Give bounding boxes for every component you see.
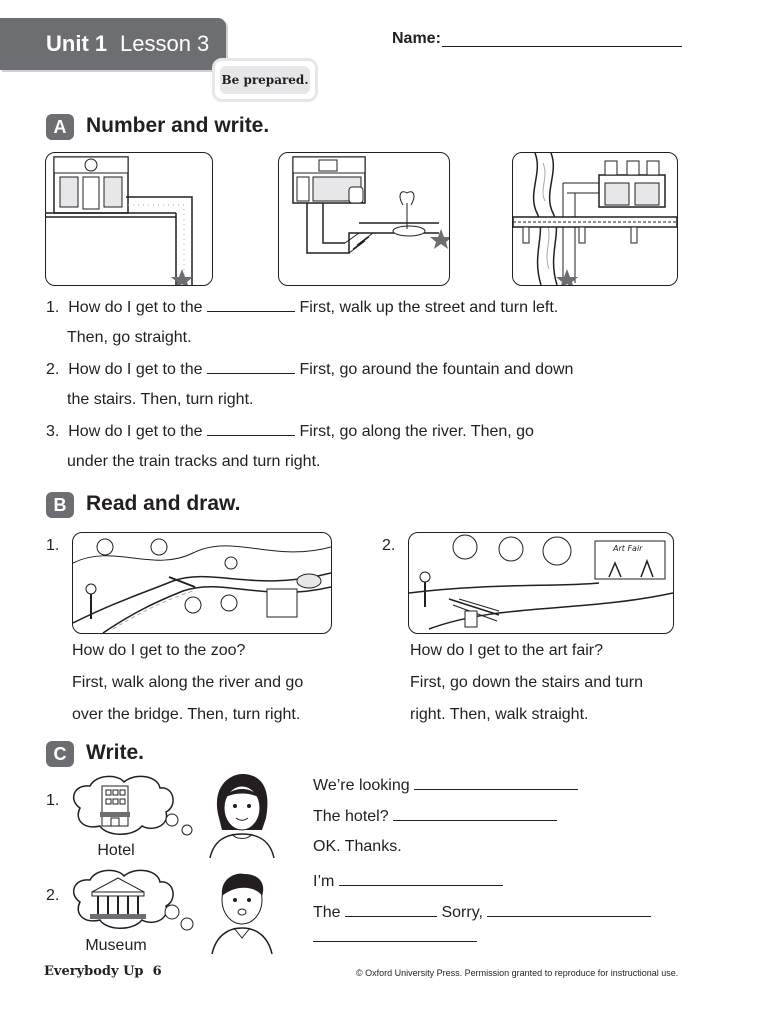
question-b2: How do I get to the art fair? bbox=[410, 642, 603, 659]
be-prepared-badge bbox=[212, 58, 318, 102]
question-a3: 3. How do I get to the First, go along the river. Then, go bbox=[46, 423, 534, 440]
answer-blank-c1-2[interactable] bbox=[393, 806, 557, 821]
shop-river-route-picture bbox=[512, 152, 678, 286]
question-b2-line3: right. Then, walk straight. bbox=[410, 706, 589, 723]
question-a2: 2. How do I get to the First, go around the fountain and down bbox=[46, 361, 574, 378]
question-a3-line2: under the train tracks and turn right. bbox=[67, 453, 321, 470]
be-prepared-text: Be prepared. bbox=[220, 66, 310, 94]
question-a2-line2: the stairs. Then, turn right. bbox=[67, 391, 254, 408]
art-fair-map-picture[interactable] bbox=[408, 532, 674, 634]
name-field[interactable] bbox=[442, 46, 682, 47]
question-a1: 1. How do I get to the First, walk up the street and turn left. bbox=[46, 299, 559, 316]
dialogue-c1-line3: OK. Thanks. bbox=[313, 838, 402, 855]
girl-avatar bbox=[206, 774, 278, 858]
answer-blank-a2[interactable] bbox=[207, 359, 295, 374]
section-c-title: Write. bbox=[86, 741, 144, 764]
section-b-badge: B bbox=[46, 492, 74, 518]
hotel-caption: Hotel bbox=[97, 842, 135, 859]
hotel-thought-bubble bbox=[66, 772, 202, 842]
section-a-badge: A bbox=[46, 114, 74, 140]
item-c2-number: 2. bbox=[46, 887, 60, 904]
boy-avatar bbox=[206, 870, 278, 954]
question-b1-line2: First, walk along the river and go bbox=[72, 674, 304, 691]
answer-blank-c2-4[interactable] bbox=[313, 941, 477, 942]
section-c-badge: C bbox=[46, 741, 74, 767]
art-fair-sign: Art Fair bbox=[613, 544, 643, 553]
footer-brand: Everybody Up 6 bbox=[44, 964, 162, 979]
answer-blank-c1-1[interactable] bbox=[414, 775, 578, 790]
lesson-label: Lesson 3 bbox=[120, 31, 210, 56]
section-a-title: Number and write. bbox=[86, 114, 270, 137]
question-a1-line2: Then, go straight. bbox=[67, 329, 192, 346]
unit-label: Unit 1 bbox=[46, 31, 108, 56]
museum-thought-bubble bbox=[66, 866, 202, 938]
answer-blank-c2-2[interactable] bbox=[345, 902, 437, 917]
answer-blank-a1[interactable] bbox=[207, 297, 295, 312]
item-b2-number: 2. bbox=[382, 537, 396, 554]
dialogue-c2-line1: I’m bbox=[313, 871, 503, 892]
zoo-map-picture[interactable] bbox=[72, 532, 332, 634]
dialogue-c1-line2: The hotel? bbox=[313, 806, 557, 827]
answer-blank-a3[interactable] bbox=[207, 421, 295, 436]
cafe-route-picture bbox=[45, 152, 213, 286]
item-b1-number: 1. bbox=[46, 537, 60, 554]
question-b1: How do I get to the zoo? bbox=[72, 642, 246, 659]
answer-blank-c2-1[interactable] bbox=[339, 871, 503, 886]
post-office-route-picture bbox=[278, 152, 450, 286]
question-b1-line3: over the bridge. Then, turn right. bbox=[72, 706, 301, 723]
footer-copyright: © Oxford University Press. Permission granted to reproduce for instructional use. bbox=[356, 968, 679, 978]
page-number: 6 bbox=[152, 964, 162, 979]
answer-blank-c2-3[interactable] bbox=[487, 902, 651, 917]
section-b-title: Read and draw. bbox=[86, 492, 241, 515]
question-b2-line2: First, go down the stairs and turn bbox=[410, 674, 643, 691]
dialogue-c2-line2: The Sorry, bbox=[313, 902, 651, 923]
museum-caption: Museum bbox=[85, 937, 147, 954]
dialogue-c1-line1: We’re looking bbox=[313, 775, 578, 796]
name-label: Name: bbox=[392, 30, 441, 47]
unit-lesson-tab bbox=[0, 18, 226, 70]
item-c1-number: 1. bbox=[46, 792, 60, 809]
